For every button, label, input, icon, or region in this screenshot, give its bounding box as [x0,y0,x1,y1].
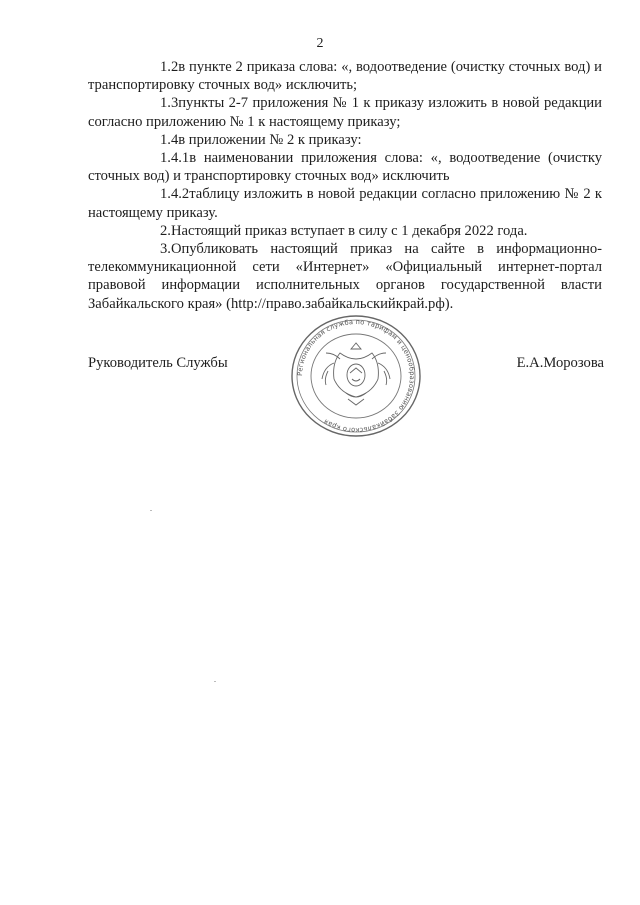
paragraph-text: в наименовании приложения слова: «, водоотведение (очистку сточных вод) и транспортировку сточных вод» исключить [88,150,602,185]
paragraph-number: 1.4.1 [160,150,190,167]
signatory-name: Е.А.Морозова [516,355,604,371]
paragraph-number: 1.3 [160,95,179,112]
paragraph-1-4-2 [88,185,602,221]
paragraph-number: 1.4.2 [160,186,190,203]
paragraph-number: 1.4 [160,131,179,148]
paragraph-text: в пункте 2 приказа слова: «, водоотведение (очистку сточных вод) и транспортировку сточных вод» исключить; [88,59,602,94]
paragraph-text: пункты 2-7 приложения № 1 к приказу изложить в новой редакции согласно приложению № 1 к настоящему приказу; [88,95,602,130]
official-seal [288,313,424,439]
paragraph-3 [88,240,602,313]
paragraph-text: Настоящий приказ вступает в силу с 1 декабря 2022 года. [170,222,528,239]
paragraph-number: 3. [160,241,171,258]
paragraph-2 [88,222,602,240]
document-body [88,58,602,313]
page-number: 2 [316,36,324,51]
paragraph-text: таблицу изложить в новой редакции согласно приложению № 2 к настоящему приказу. [88,186,602,221]
paragraph-1-3 [88,94,602,130]
paragraph-number: 2. [160,222,171,239]
seal-text: Региональная служба по тарифам и ценообразованию Забайкальского края [295,317,417,435]
scan-artifact [214,681,216,682]
scan-artifact [150,510,152,511]
paragraph-text: в приложении № 2 к приказу: [178,131,362,148]
paragraph-number: 1.2 [160,59,179,75]
paragraph-text: Опубликовать настоящий приказ на сайте в информационно-телекоммуникационной сети «Интернет» «Официальный интернет-портал правовой информации исполнительных органов государственной власти Забайкальского края» (http://право.забайкальскийкрай.рф). [88,241,602,312]
signatory-title: Руководитель Службы [88,355,228,371]
paragraph-1-2 [88,58,602,94]
paragraph-1-4 [88,131,602,149]
paragraph-1-4-1 [88,149,602,185]
coat-of-arms-icon [322,343,390,405]
